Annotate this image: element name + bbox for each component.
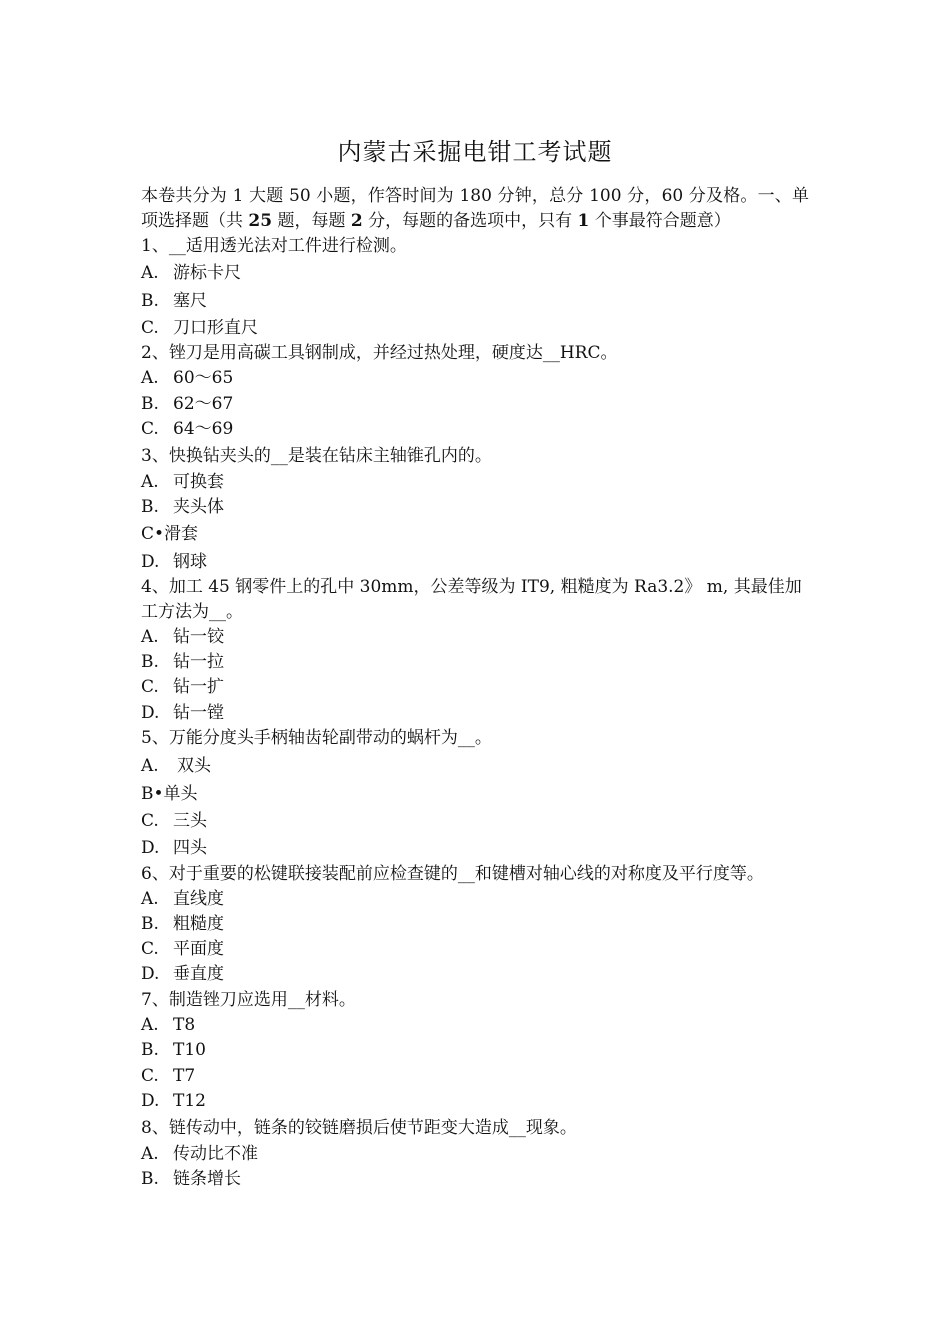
question-6 bbox=[141, 862, 809, 988]
option-c: C. 三头 bbox=[141, 810, 207, 831]
question-stem: 3、快换钻夹头的__是装在钻床主轴锥孔内的。 bbox=[141, 446, 492, 467]
option-c: C. T7 bbox=[141, 1065, 196, 1086]
option-b: B. 夹头体 bbox=[141, 496, 224, 517]
option-a: A. 60〜65 bbox=[141, 368, 234, 389]
exam-intro: 本卷共分为 1 大题 50 小题，作答时间为 180 分钟，总分 100 分，60 分及格。一、单项选择题（共 25 题，每题 2 分，每题的备选项中，只有 1 个事最符合题意） bbox=[141, 186, 809, 231]
option-d: D. 钻一镗 bbox=[141, 702, 224, 723]
option-d: D. 四头 bbox=[141, 838, 207, 859]
option-b: B. 62〜67 bbox=[141, 393, 234, 414]
question-4 bbox=[141, 575, 809, 726]
option-a: A. 双头 bbox=[141, 756, 211, 777]
option-b: B. T10 bbox=[141, 1040, 206, 1061]
question-2 bbox=[141, 341, 809, 442]
option-b: B. 钻一拉 bbox=[141, 652, 224, 673]
option-b: B. 链条增长 bbox=[141, 1168, 241, 1189]
option-c: C•滑套 bbox=[141, 524, 199, 545]
page-title: 内蒙古采掘电钳工考试题 bbox=[337, 138, 613, 166]
question-stem: 6、对于重要的松键联接装配前应检查键的__和键槽对轴心线的对称度及平行度等。 bbox=[141, 863, 764, 884]
question-8 bbox=[141, 1116, 809, 1192]
question-3 bbox=[141, 444, 809, 574]
option-b: B•单头 bbox=[141, 783, 198, 804]
option-c: C. 64〜69 bbox=[141, 419, 234, 440]
question-stem: 1、__适用透光法对工件进行检测。 bbox=[141, 236, 407, 256]
option-c: C. 刀口形直尺 bbox=[141, 317, 258, 338]
option-b: B. 塞尺 bbox=[141, 290, 207, 311]
option-a: A. 直线度 bbox=[141, 888, 224, 909]
question-stem: 7、制造锉刀应选用__材料。 bbox=[141, 989, 356, 1010]
option-a: A. 传动比不准 bbox=[141, 1143, 258, 1164]
question-stem: 4、加工 45 钢零件上的孔中 30mm，公差等级为 IT9, 粗糙度为 Ra3.2》 m, 其最佳加工方法为__。 bbox=[141, 576, 802, 622]
question-7 bbox=[141, 988, 809, 1114]
question-1 bbox=[141, 234, 809, 341]
question-5 bbox=[141, 726, 809, 861]
option-c: C. 平面度 bbox=[141, 939, 224, 960]
option-d: D. 钢球 bbox=[141, 551, 207, 572]
option-c: C. 钻一扩 bbox=[141, 677, 224, 698]
option-a: A. T8 bbox=[141, 1015, 196, 1036]
option-a: A. 游标卡尺 bbox=[141, 263, 241, 284]
option-d: D. 垂直度 bbox=[141, 964, 224, 985]
option-b: B. 粗糙度 bbox=[141, 913, 224, 934]
exam-content bbox=[141, 184, 809, 1192]
option-a: A. 可换套 bbox=[141, 471, 224, 492]
question-stem: 2、锉刀是用高碳工具钢制成，并经过热处理，硬度达__HRC。 bbox=[141, 343, 618, 364]
option-a: A. 钻一铰 bbox=[141, 626, 224, 647]
question-stem: 5、万能分度头手柄轴齿轮副带动的蜗杆为__。 bbox=[141, 728, 492, 749]
question-stem: 8、链传动中，链条的铰链磨损后使节距变大造成__现象。 bbox=[141, 1118, 577, 1139]
option-d: D. T12 bbox=[141, 1090, 206, 1111]
